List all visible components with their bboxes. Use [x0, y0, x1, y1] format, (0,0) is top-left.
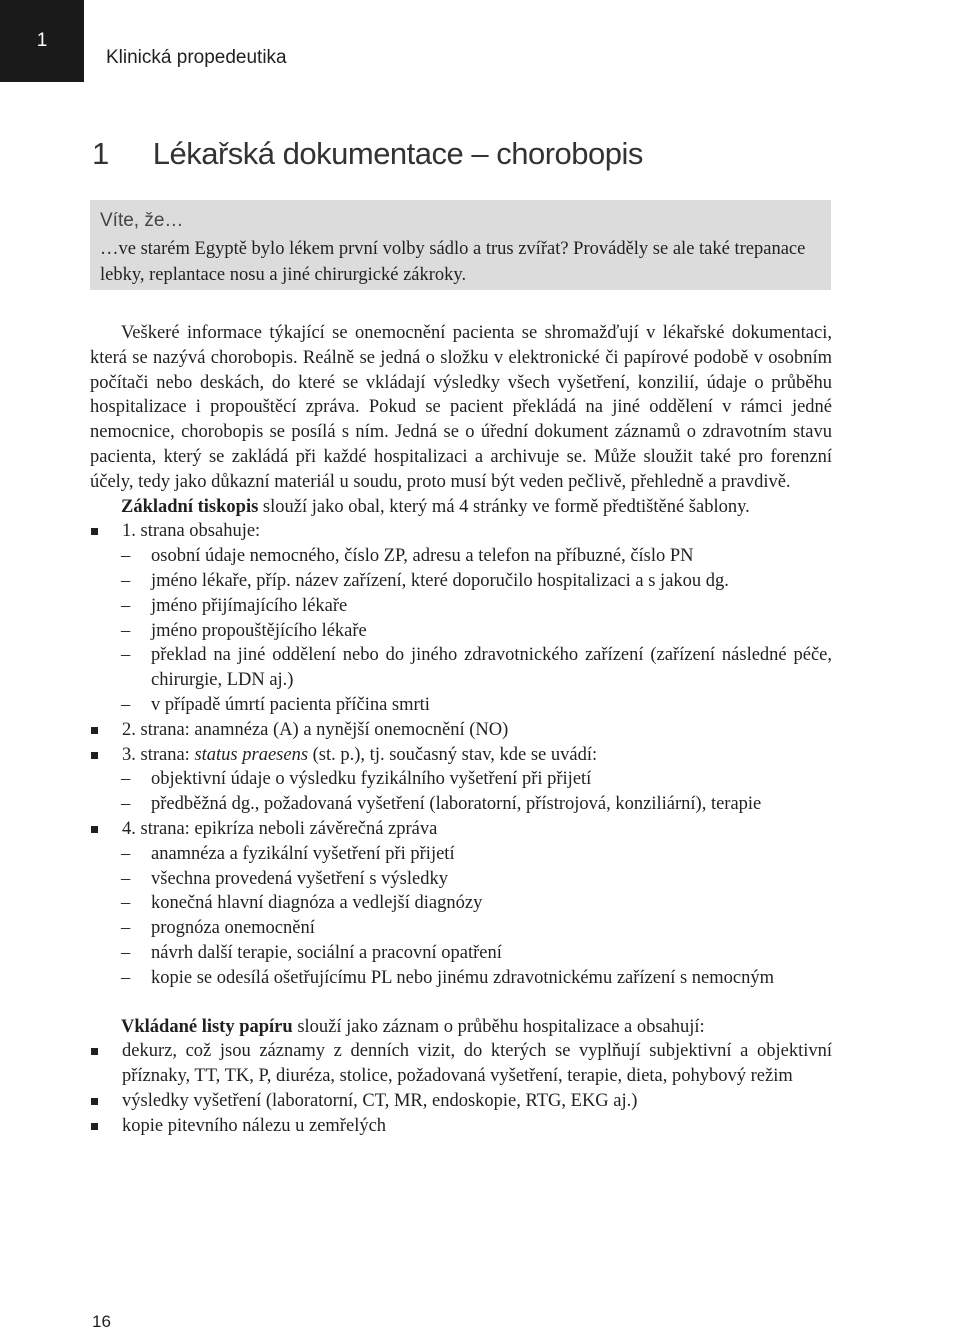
sub-item-text: kopie se odesílá ošetřujícímu PL nebo jinému zdravotnickému zařízení s nemocným: [151, 967, 775, 988]
sub-item-text: objektivní údaje o výsledku fyzikálního vyšetření při přijetí: [151, 769, 592, 790]
page1-label: 1. strana obsahuje:: [122, 521, 261, 542]
sub-item: [90, 891, 832, 916]
sub-item-text: jméno přijímajícího lékaře: [151, 595, 348, 616]
did-you-know-title: Víte, že…: [100, 210, 184, 231]
page3-label-prefix: 3. strana:: [122, 744, 195, 765]
sub-item-text: jméno propouštějícího lékaře: [151, 620, 367, 641]
sub-item: [90, 792, 832, 817]
dash-icon: –: [121, 570, 131, 591]
form-pages-list: [90, 519, 832, 990]
sub-item: [90, 544, 832, 569]
basic-form-term: Základní tiskopis: [121, 496, 259, 517]
list-item-text: kopie pitevního nálezu u zemřelých: [122, 1115, 387, 1136]
dash-icon: –: [121, 595, 131, 616]
header-number: 1: [36, 30, 48, 51]
sub-item: [90, 643, 832, 693]
bullet-icon: [91, 1048, 98, 1055]
sub-item-text: všechna provedená vyšetření s výsledky: [151, 868, 448, 889]
basic-form-paragraph: [90, 495, 832, 520]
inserted-sheets-term: Vkládané listy papíru: [121, 1016, 293, 1037]
basic-form-text: slouží jako obal, který má 4 stránky ve formě předtištěné šablony.: [258, 496, 750, 517]
sub-item-text: osobní údaje nemocného, číslo ZP, adresu a telefon na příbuzné, číslo PN: [151, 546, 694, 567]
inserted-sheets-text: slouží jako záznam o průběhu hospitalizace a obsahují:: [292, 1016, 705, 1037]
list-item: [90, 718, 832, 743]
page4-label: 4. strana: epikríza neboli závěrečná zpráva: [122, 818, 438, 839]
chapter-number: 1: [92, 136, 109, 171]
sub-item-text: anamnéza a fyzikální vyšetření při přijetí: [151, 843, 455, 864]
dash-icon: –: [121, 942, 131, 963]
sub-item: [90, 842, 832, 867]
list-item: [90, 519, 832, 544]
did-you-know-text: …ve starém Egyptě bylo lékem první volby sádlo a trus zvířat? Prováděly se ale také trepanace lebky, replantace nosu a jiné chirurgické zákroky.: [100, 239, 806, 285]
sub-item: [90, 916, 832, 941]
sub-item: [90, 693, 832, 718]
bullet-icon: [91, 1098, 98, 1105]
bullet-icon: [91, 528, 98, 535]
sub-item-text: návrh další terapie, sociální a pracovní opatření: [151, 942, 502, 963]
dash-icon: –: [121, 769, 131, 790]
sub-item-text: prognóza onemocnění: [151, 918, 315, 939]
page3-label-suffix: (st. p.), tj. současný stav, kde se uvádí:: [308, 744, 598, 765]
dash-icon: –: [121, 694, 131, 715]
dash-icon: –: [121, 620, 131, 641]
inserted-sheets-list: [90, 1039, 832, 1138]
did-you-know-box: [90, 200, 831, 290]
list-item: [90, 1039, 832, 1089]
chapter-title: Lékařská dokumentace – chorobopis: [152, 136, 643, 171]
dash-icon: –: [121, 868, 131, 889]
list-item: [90, 1114, 832, 1139]
sub-item: [90, 867, 832, 892]
list-item-text: dekurz, což jsou záznamy z denních vizit, do kterých se vyplňují subjektivní a objektivní příznaky, TT, TK, P, diuréza, stolice, požadovaná vyšetření, terapie, dieta, pohybový režim: [122, 1041, 832, 1087]
inserted-sheets-paragraph: [90, 1015, 832, 1040]
dash-icon: –: [121, 546, 131, 567]
bullet-icon: [91, 826, 98, 833]
dash-icon: –: [121, 967, 131, 988]
bullet-icon: [91, 727, 98, 734]
list-item: [90, 1089, 832, 1114]
list-item: [90, 743, 832, 768]
sub-item: [90, 966, 832, 991]
page3-label-italic: status praesens: [194, 744, 309, 765]
chapter-tab-number: [0, 0, 84, 82]
sub-item-text: předběžná dg., požadovaná vyšetření (laboratorní, přístrojová, konziliární), terapie: [151, 794, 762, 815]
dash-icon: –: [121, 918, 131, 939]
sub-item-text: v případě úmrtí pacienta příčina smrti: [151, 694, 430, 715]
sub-item-text: jméno lékaře, příp. název zařízení, které doporučilo hospitalizaci a s jakou dg.: [151, 570, 729, 591]
bullet-icon: [91, 1123, 98, 1130]
sub-item-text: překlad na jiné oddělení nebo do jiného zdravotnického zařízení (zařízení následné péče, chirurgie, LDN aj.): [151, 645, 832, 691]
list-item-text: výsledky vyšetření (laboratorní, CT, MR, endoskopie, RTG, EKG aj.): [122, 1090, 638, 1111]
sub-item-text: konečná hlavní diagnóza a vedlejší diagnózy: [151, 893, 483, 914]
sub-item: [90, 594, 832, 619]
main-text: [90, 321, 832, 1139]
chapter-heading: [92, 136, 643, 172]
sub-item: [90, 941, 832, 966]
bullet-icon: [91, 752, 98, 759]
dash-icon: –: [121, 794, 131, 815]
dash-icon: –: [121, 843, 131, 864]
list-item: [90, 817, 832, 842]
sub-item: [90, 619, 832, 644]
running-header-title: Klinická propedeutika: [106, 47, 287, 68]
page-number: 16: [92, 1312, 111, 1331]
intro-paragraph: Veškeré informace týkající se onemocnění pacienta se shromažďují v lékařské dokumentaci, která se nazývá chorobopis. Reálně se jedná o složku v elektronické či papírové podobě v osobním počítači nebo deskách, do které se vkládají výsledky všech vyšetření, konzilií, údaje o průběhu hospitalizace i propouštěcí zpráva. Pokud se pacient překládá na jiné oddělení v rámci jedné nemocnice, chorobopis se posílá s ním. Jedná se o úřední dokument záznamů o zdravotním stavu pacienta, který se zakládá při každé hospitalizaci a archivuje se. Může sloužit také pro forenzní účely, tedy jako důkazní materiál u soudu, proto musí být veden pečlivě, přehledně a pravdivě.: [90, 323, 832, 492]
dash-icon: –: [121, 645, 131, 666]
page2-label: 2. strana: anamnéza (A) a nynější onemocnění (NO): [122, 719, 509, 740]
sub-item: [90, 767, 832, 792]
sub-item: [90, 569, 832, 594]
dash-icon: –: [121, 893, 131, 914]
